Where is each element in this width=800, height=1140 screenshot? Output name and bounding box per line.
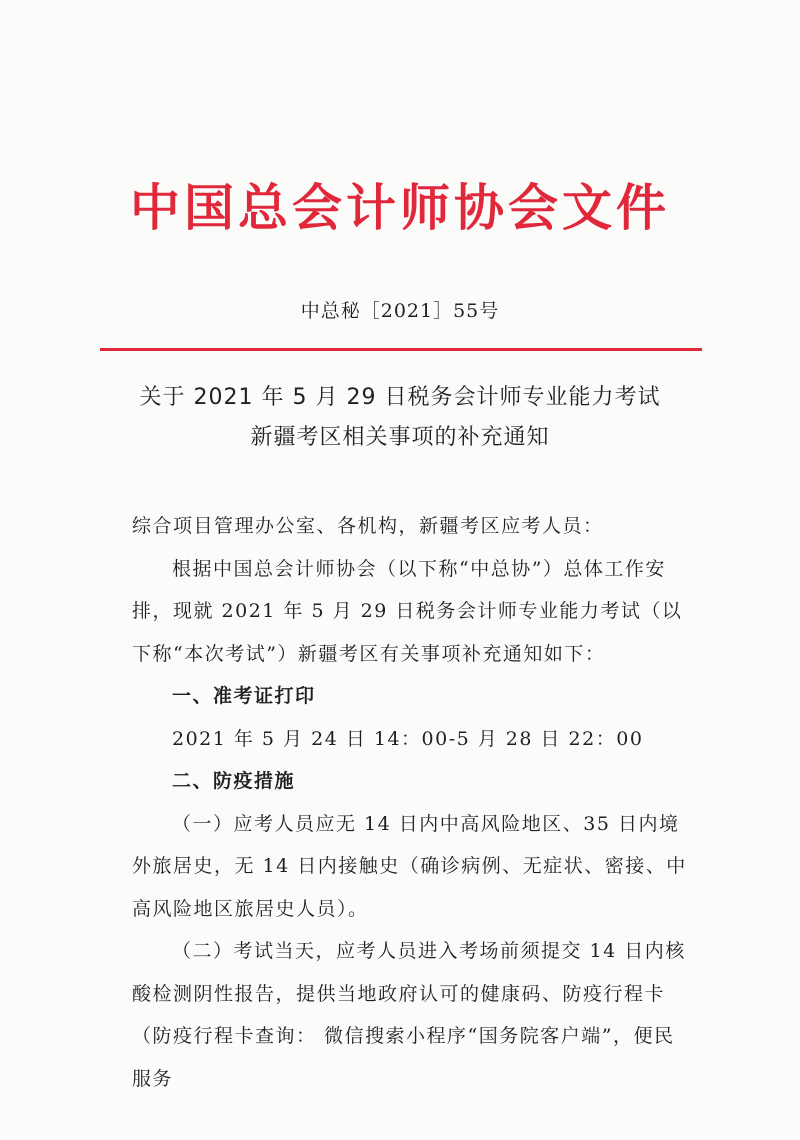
document-number: 中总秘［2021］55号 <box>300 300 500 322</box>
intro-paragraph: 根据中国总会计师协会（以下称“中总协”）总体工作安排，现就 2021 年 5 月 29 日税务会计师专业能力考试（以下称“本次考试”）新疆考区有关事项补充通知如下： <box>132 557 683 665</box>
item-1-paragraph: （一）应考人员应无 14 日内中高风险地区、35 日内境外旅居史，无 14 日内接触史（确诊病例、无症状、密接、中高风险地区旅居史人员）。 <box>132 812 687 920</box>
notice-title <box>0 380 800 460</box>
notice-title-line-1: 关于 2021 年 5 月 29 日税务会计师专业能力考试 <box>139 385 661 410</box>
red-divider-line <box>100 348 702 351</box>
section-1-heading: 一、准考证打印 <box>172 685 316 707</box>
section-1-text: 2021 年 5 月 24 日 14：00-5 月 28 日 22：00 <box>172 727 644 750</box>
notice-title-line-2: 新疆考区相关事项的补充通知 <box>250 425 550 450</box>
issuer-title: 中国总会计师协会文件 <box>130 179 670 237</box>
item-2-paragraph: （二）考试当天，应考人员进入考场前须提交 14 日内核酸检测阴性报告，提供当地政府认可的健康码、防疫行程卡（防疫行程卡查询： 微信搜索小程序“国务院客户端”，便民服务 <box>132 940 686 1090</box>
salutation: 综合项目管理办公室、各机构，新疆考区应考人员： <box>132 515 604 537</box>
notice-body <box>132 505 692 1100</box>
section-2-heading: 二、防疫措施 <box>172 770 296 792</box>
